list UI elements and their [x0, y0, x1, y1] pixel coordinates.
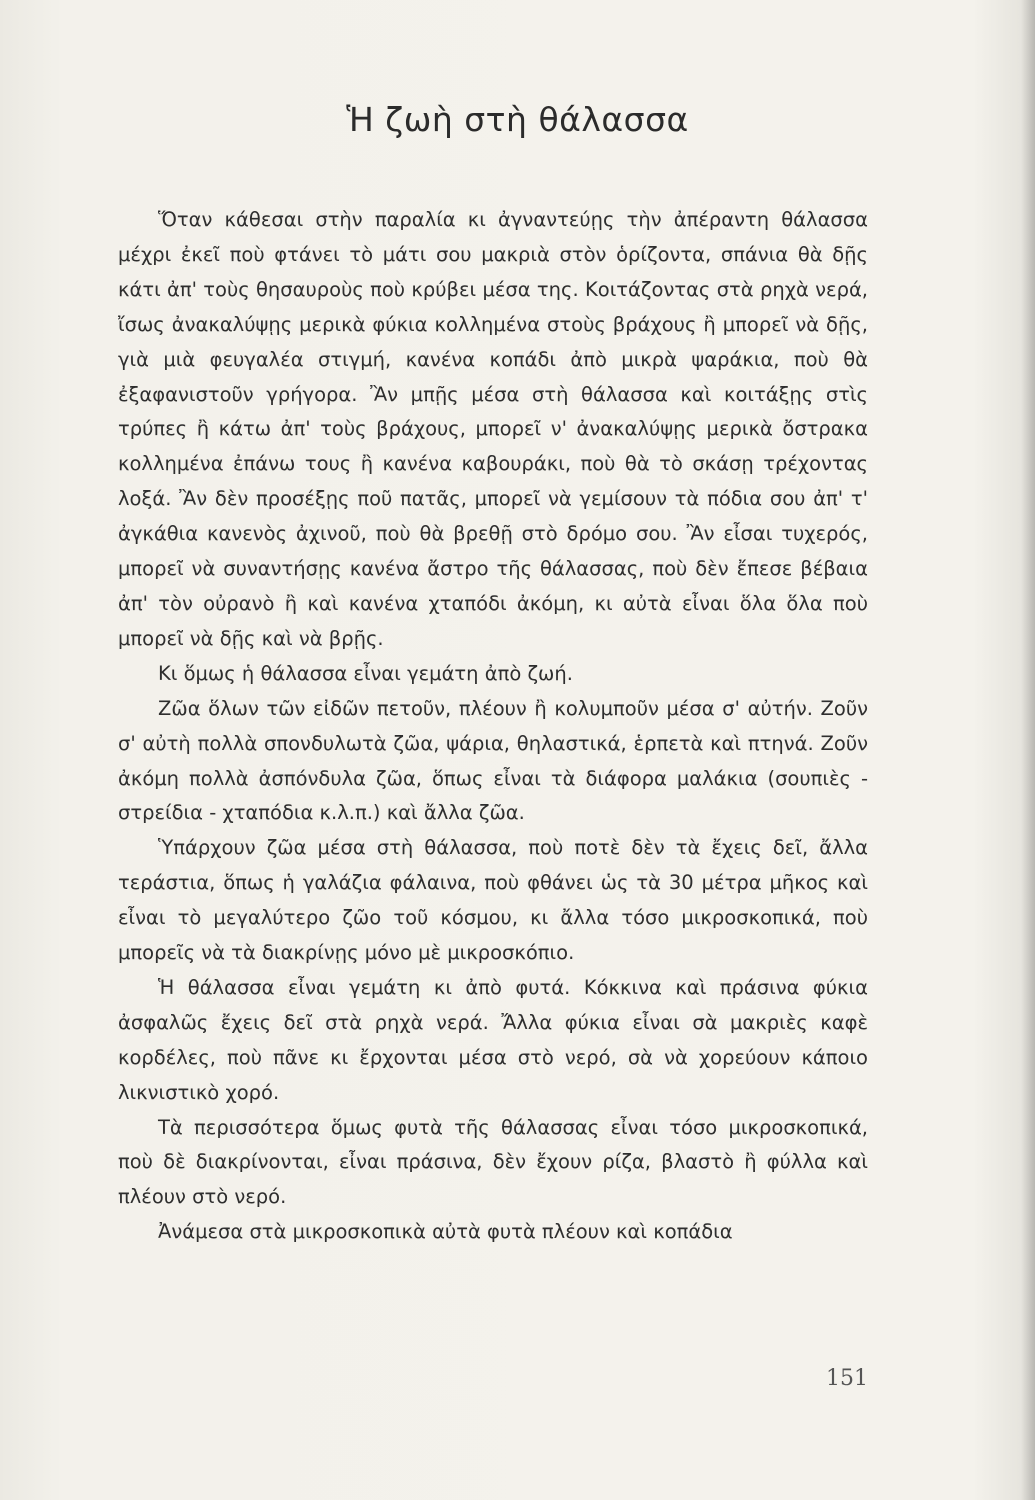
page-edge-shadow — [1021, 0, 1035, 1500]
paragraph-6: Τὰ περισσότερα ὅμως φυτὰ τῆς θάλασσας εἶναι τόσο μικροσκοπικά, ποὺ δὲ διακρίνονται, εἶναι πράσινα, δὲν ἔχουν ρίζα, βλαστὸ ἢ φύλλα καὶ πλέουν στὸ νερό. — [118, 1115, 868, 1209]
paragraph-2: Κι ὅμως ἡ θάλασσα εἶναι γεμάτη ἀπὸ ζωή. — [158, 661, 573, 685]
page-number: 151 — [826, 1366, 868, 1391]
page-title: Ἡ ζωὴ στὴ θάλασσα — [346, 100, 689, 139]
paragraph-4: Ὑπάρχουν ζῶα μέσα στὴ θάλασσα, ποὺ ποτὲ δὲν τὰ ἔχεις δεῖ, ἄλλα τεράστια, ὅπως ἡ γαλάζια φάλαινα, ποὺ φθάνει ὡς τὰ 30 μέτρα μῆκος καὶ εἶναι τὸ μεγαλύτερο ζῶο τοῦ κόσμου, κι ἄλλα τόσο μικροσκοπικά, ποὺ μπορεῖς νὰ τὰ διακρίνῃς μόνο μὲ μικροσκόπιο. — [118, 836, 868, 965]
body-text — [118, 203, 868, 1250]
paragraph-3: Ζῶα ὅλων τῶν εἰδῶν πετοῦν, πλέουν ἢ κολυμποῦν μέσα σ' αὐτήν. Ζοῦν σ' αὐτὴ πολλὰ σπονδυλωτὰ ζῶα, ψάρια, θηλαστικά, ἑρπετὰ καὶ πτηνά. Ζοῦν ἀκόμη πολλὰ ἀσπόνδυλα ζῶα, ὅπως εἶναι τὰ διάφορα μαλάκια (σουπιὲς - στρείδια - χταπόδια κ.λ.π.) καὶ ἄλλα ζῶα. — [118, 696, 868, 825]
paragraph-7: Ἀνάμεσα στὰ μικροσκοπικὰ αὐτὰ φυτὰ πλέουν καὶ κοπάδια — [158, 1220, 733, 1244]
paragraph-1: Ὅταν κάθεσαι στὴν παραλία κι ἀγναντεύῃς τὴν ἀπέραντη θάλασσα μέχρι ἐκεῖ ποὺ φτάνει τὸ μάτι σου μακριὰ στὸν ὁρίζοντα, σπάνια θὰ δῇς κάτι ἀπ' τοὺς θησαυροὺς ποὺ κρύβει μέσα της. Κοιτάζοντας στὰ ρηχὰ νερά, ἴσως ἀνακαλύψῃς μερικὰ φύκια κολλημένα στοὺς βράχους ἢ μπορεῖ νὰ δῇς, γιὰ μιὰ φευγαλέα στιγμή, κανένα κοπάδι ἀπὸ μικρὰ ψαράκια, ποὺ θὰ ἐξαφανιστοῦν γρήγορα. Ἂν μπῇς μέσα στὴ θάλασσα καὶ κοιτάξῃς στὶς τρύπες ἢ κάτω ἀπ' τοὺς βράχους, μπορεῖ ν' ἀνακαλύψῃς μερικὰ ὄστρακα κολλημένα ἐπάνω τους ἢ κανένα καβουράκι, ποὺ θὰ τὸ σκάσῃ τρέχοντας λοξά. Ἂν δὲν προσέξῃς ποῦ πατᾶς, μπορεῖ νὰ γεμίσουν τὰ πόδια σου ἀπ' τ' ἀγκάθια κανενὸς ἀχινοῦ, ποὺ θὰ βρεθῇ στὸ δρόμο σου. Ἂν εἶσαι τυχερός, μπορεῖ νὰ συναντήσῃς κανένα ἄστρο τῆς θάλασσας, ποὺ δὲν ἔπεσε βέβαια ἀπ' τὸν οὐρανὸ ἢ καὶ κανένα χταπόδι ἀκόμη, κι αὐτὰ εἶναι ὅλα ὅλα ποὺ μπορεῖ νὰ δῇς καὶ νὰ βρῇς. — [118, 208, 868, 650]
paragraph-5: Ἡ θάλασσα εἶναι γεμάτη κι ἀπὸ φυτά. Κόκκινα καὶ πράσινα φύκια ἀσφαλῶς ἔχεις δεῖ στὰ ρηχὰ νερά. Ἄλλα φύκια εἶναι σὰ μακριὲς καφὲ κορδέλες, ποὺ πᾶνε κι ἔρχονται μέσα στὸ νερό, σὰ νὰ χορεύουν κάποιο λικνιστικὸ χορό. — [118, 975, 868, 1104]
